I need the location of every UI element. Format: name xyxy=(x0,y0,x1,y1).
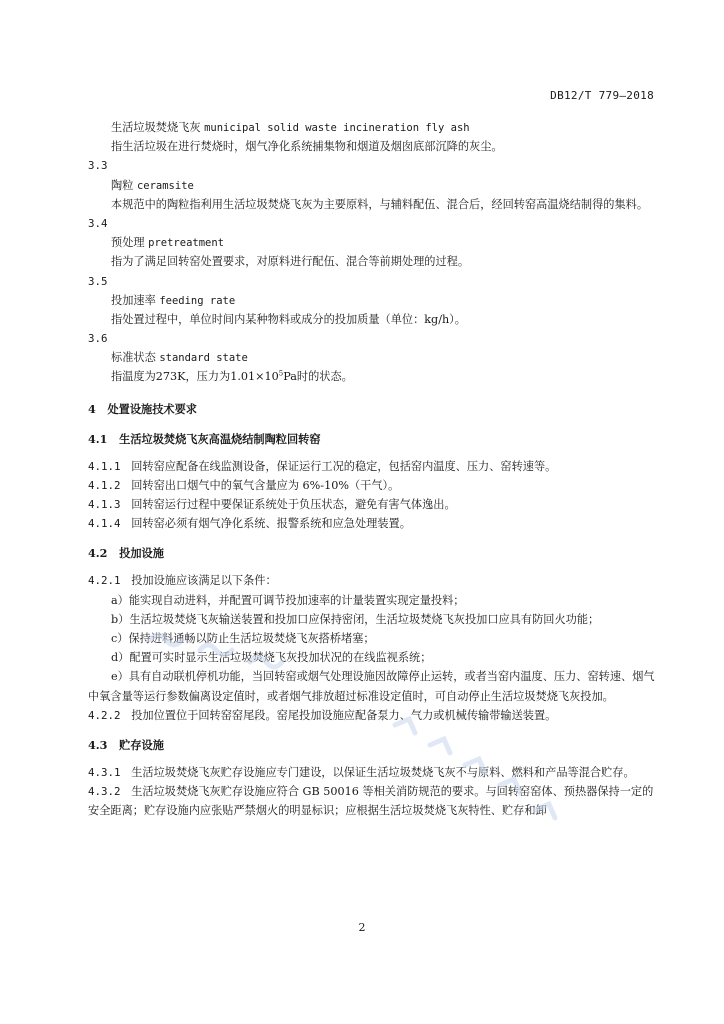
term-cn: 标准状态 xyxy=(111,351,156,365)
clause-number: 4.1.1 xyxy=(88,459,121,473)
page-number: 2 xyxy=(358,921,366,934)
clause-text: 回转窑出口烟气中的氧气含量应为 6%-10%（干气）。 xyxy=(131,478,400,492)
term-en: ceramsite xyxy=(136,179,194,192)
clause-number: 4.2.2 xyxy=(88,708,121,722)
subsection-number: 4.1 xyxy=(88,431,108,446)
clause-text: 生活垃圾焚烧飞灰贮存设施应符合 GB 50016 等相关消防规范的要求。与回转窑窑体、预热器保持一定的安全距离；贮存设施内应张贴严禁烟火的明显标识；应根据生活垃圾焚烧飞灰特性、贮存和卸 xyxy=(88,785,654,818)
sub-item: e）具有自动联机停机功能，当回转窑或烟气处理设施因故障停止运转，或者当窑内温度、压力、窑转速、烟气中氧含量等运行参数偏离设定值时，或者烟气排放超过标准设定值时，可自动停止生活垃圾焚烧飞灰投加。 xyxy=(88,670,655,703)
clause-number: 4.1.4 xyxy=(88,517,121,531)
subsection-title: 贮存设施 xyxy=(119,737,164,752)
subsection-title: 生活垃圾焚烧飞灰高温烧结制陶粒回转窑 xyxy=(119,431,321,446)
subsection-title: 投加设施 xyxy=(119,546,164,561)
subsection-number: 4.2 xyxy=(88,546,108,561)
exponent: 5 xyxy=(278,369,284,378)
term-number: 3.5 xyxy=(88,274,108,288)
term-definition: 指生活垃圾在进行焚烧时，烟气净化系统捕集物和烟道及烟囱底部沉降的灰尘。 xyxy=(111,140,503,154)
term-definition xyxy=(88,367,658,386)
section-number: 4 xyxy=(88,401,96,416)
clause-item xyxy=(88,495,658,514)
subsection-heading xyxy=(88,429,658,449)
clause-item xyxy=(88,706,658,725)
document-body xyxy=(88,118,658,821)
term-en: pretreatment xyxy=(148,237,224,250)
subsection-heading xyxy=(88,543,658,563)
subsection-number: 4.3 xyxy=(88,737,108,752)
section-title: 处置设施技术要求 xyxy=(107,401,197,416)
term-en: municipal solid waste incineration fly ash xyxy=(204,122,470,134)
term-cn: 陶粒 xyxy=(111,178,134,192)
sub-item: d）配置可实时显示生活垃圾焚烧飞灰投加状况的在线监视系统； xyxy=(111,651,432,665)
term-definition: 指为了满足回转窑处置要求，对原料进行配伍、混合等前期处理的过程。 xyxy=(111,255,470,269)
term-definition: 指处置过程中，单位时间内某种物料或成分的投加质量（单位：kg/h）。 xyxy=(111,312,466,326)
clause-item xyxy=(88,457,658,476)
clause-item xyxy=(88,476,658,495)
subsection-heading xyxy=(88,735,658,755)
clause-text: 投加设施应该满足以下条件： xyxy=(131,574,277,588)
clause-text: 投加位置位于回转窑窑尾段。窑尾投加设施应配备泵力、气力或机械传输带输送装置。 xyxy=(131,708,557,722)
clause-number: 4.3.1 xyxy=(88,765,121,779)
clause-number: 4.2.1 xyxy=(88,574,121,588)
clause-text: 回转窑运行过程中要保证系统处于负压状态，避免有害气体逸出。 xyxy=(131,498,456,512)
term-number: 3.4 xyxy=(88,216,108,230)
clause-number: 4.3.2 xyxy=(88,785,121,799)
term-number: 3.3 xyxy=(88,159,108,173)
sub-item: b）生活垃圾焚烧飞灰输送装置和投加口应保持密闭，生活垃圾焚烧飞灰投加口应具有防回火功能； xyxy=(111,612,600,626)
clause-item xyxy=(88,763,658,782)
definition-text: 指温度为273K，压力为1.01×10 xyxy=(111,370,279,384)
term-en: feeding rate xyxy=(159,294,236,307)
term-definition: 本规范中的陶粒指利用生活垃圾焚烧飞灰为主要原料，与辅料配伍、混合后，经回转窑高温烧结制得的集料。 xyxy=(111,197,649,211)
clause-item xyxy=(88,571,658,590)
clause-text: 回转窑应配备在线监测设备，保证运行工况的稳定，包括窑内温度、压力、窑转速等。 xyxy=(131,459,557,473)
standard-code: DB12/T 779—2018 xyxy=(550,89,654,102)
term-heading xyxy=(88,233,658,252)
clause-text: 生活垃圾焚烧飞灰贮存设施应专门建设，以保证生活垃圾焚烧飞灰不与原料、燃料和产品等混合贮存。 xyxy=(131,765,635,779)
sub-item: a）能实现自动进料，并配置可调节投加速率的计量装置实现定量投料； xyxy=(111,593,465,607)
section-heading xyxy=(88,399,658,419)
term-heading xyxy=(88,176,658,195)
definition-text: Pa时的状态。 xyxy=(283,370,353,384)
term-cn: 生活垃圾焚烧飞灰 xyxy=(111,121,201,134)
sub-item: c）保持进料通畅以防止生活垃圾焚烧飞灰搭桥堵塞； xyxy=(111,631,375,645)
term-cn: 投加速率 xyxy=(111,293,156,307)
clause-item xyxy=(88,782,658,820)
term-heading xyxy=(88,348,658,367)
clause-number: 4.1.2 xyxy=(88,478,121,492)
clause-item xyxy=(88,514,658,533)
term-number: 3.6 xyxy=(88,332,108,346)
clause-text: 回转窑必须有烟气净化系统、报警系统和应急处理装置。 xyxy=(131,517,411,531)
term-heading xyxy=(88,118,658,137)
clause-number: 4.1.3 xyxy=(88,498,121,512)
term-en: standard state xyxy=(159,352,248,365)
term-cn: 预处理 xyxy=(111,236,145,250)
term-heading xyxy=(88,291,658,310)
